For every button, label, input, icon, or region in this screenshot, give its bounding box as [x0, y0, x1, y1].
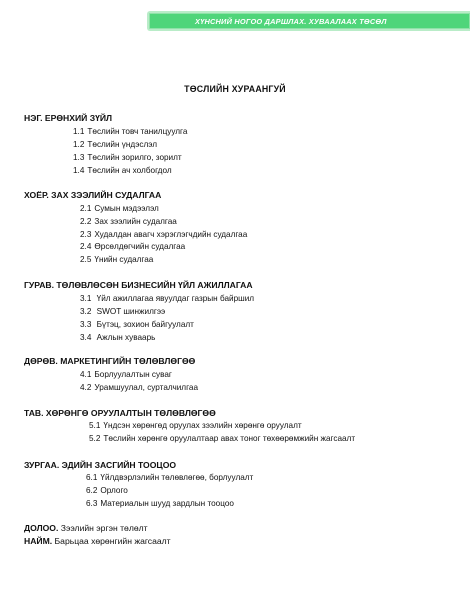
banner-text: ХҮНСНИЙ НОГОО ДАРШЛАХ. ХУВААЛААХ ТӨСӨЛ — [195, 16, 387, 26]
toc-item-1-4: 1.4 Төслийн ач холбогдол — [73, 166, 172, 175]
toc-item-4-2: 4.2 Урамшуулал, сурталчилгаа — [80, 383, 198, 392]
toc-item-6-3: 6.3 Материалын шууд зардлын тооцоо — [86, 499, 234, 508]
toc-item-3-4: 3.4 Ажлын хуваарь — [80, 333, 156, 342]
toc-item-1-3: 1.3 Төслийн зорилго, зорилт — [73, 153, 182, 162]
section-heading-4: ДӨРӨВ. МАРКЕТИНГИЙН ТӨЛӨВЛӨГӨӨ — [24, 356, 196, 366]
header-banner — [147, 11, 470, 31]
section-heading-6: ЗУРГАА. ЭДИЙН ЗАСГИЙН ТООЦОО — [24, 460, 177, 470]
toc-item-3-3: 3.3 Бүтэц, зохион байгуулалт — [80, 320, 194, 329]
section-heading-2: ХОЁР. ЗАХ ЗЭЭЛИЙН СУДАЛГАА — [24, 190, 162, 200]
toc-item-4-1: 4.1 Борлуулалтын суваг — [80, 370, 172, 379]
toc-item-2-5: 2.5 Үнийн судалгаа — [80, 255, 154, 264]
toc-item-3-2: 3.2 SWOT шинжилгээ — [80, 307, 166, 316]
toc-item-5-2: 5.2 Төслийн хөрөнгө оруулалтаар авах тоног төхөөрөмжийн жагсаалт — [89, 434, 356, 443]
document-title: ТӨСЛИЙН ХУРААНГУЙ — [184, 84, 286, 94]
toc-item-1-1: 1.1 Төслийн товч танилцуулга — [73, 127, 188, 136]
toc-item-2-2: 2.2 Зах зээлийн судалгаа — [80, 217, 177, 226]
toc-item-1-2: 1.2 Төслийн үндэслэл — [73, 140, 158, 149]
section-line-7: ДОЛОО. Зээлийн эргэн төлөлт — [24, 523, 148, 533]
toc-item-3-1: 3.1 Үйл ажиллагаа явуулдаг газрын байршил — [80, 294, 255, 303]
toc-item-6-1: 6.1 Үйлдвэрлэлийн төлөвлөгөө, борлуулалт — [86, 473, 254, 482]
section-heading-3: ГУРАВ. ТӨЛӨВЛӨСӨН БИЗНЕСИЙН ҮЙЛ АЖИЛЛАГАА — [24, 280, 253, 290]
toc-item-5-1: 5.1 Үндсэн хөрөнгөд оруулах зээлийн хөрөнгө оруулалт — [89, 421, 302, 430]
section-line-8: НАЙМ. Барьцаа хөрөнгийн жагсаалт — [24, 536, 171, 546]
toc-item-2-4: 2.4 Өрсөлдөгчийн судалгаа — [80, 242, 186, 251]
section-heading-5: ТАВ. ХӨРӨНГӨ ОРУУЛАЛТЫН ТӨЛӨВЛӨГӨӨ — [24, 408, 216, 418]
toc-item-2-1: 2.1 Сумын мэдээлэл — [80, 204, 159, 213]
section-heading-1: НЭГ. ЕРӨНХИЙ ЗҮЙЛ — [24, 113, 113, 123]
toc-item-6-2: 6.2 Орлого — [86, 486, 128, 495]
toc-item-2-3: 2.3 Худалдан авагч хэрэглэгчдийн судалгаа — [80, 230, 248, 239]
